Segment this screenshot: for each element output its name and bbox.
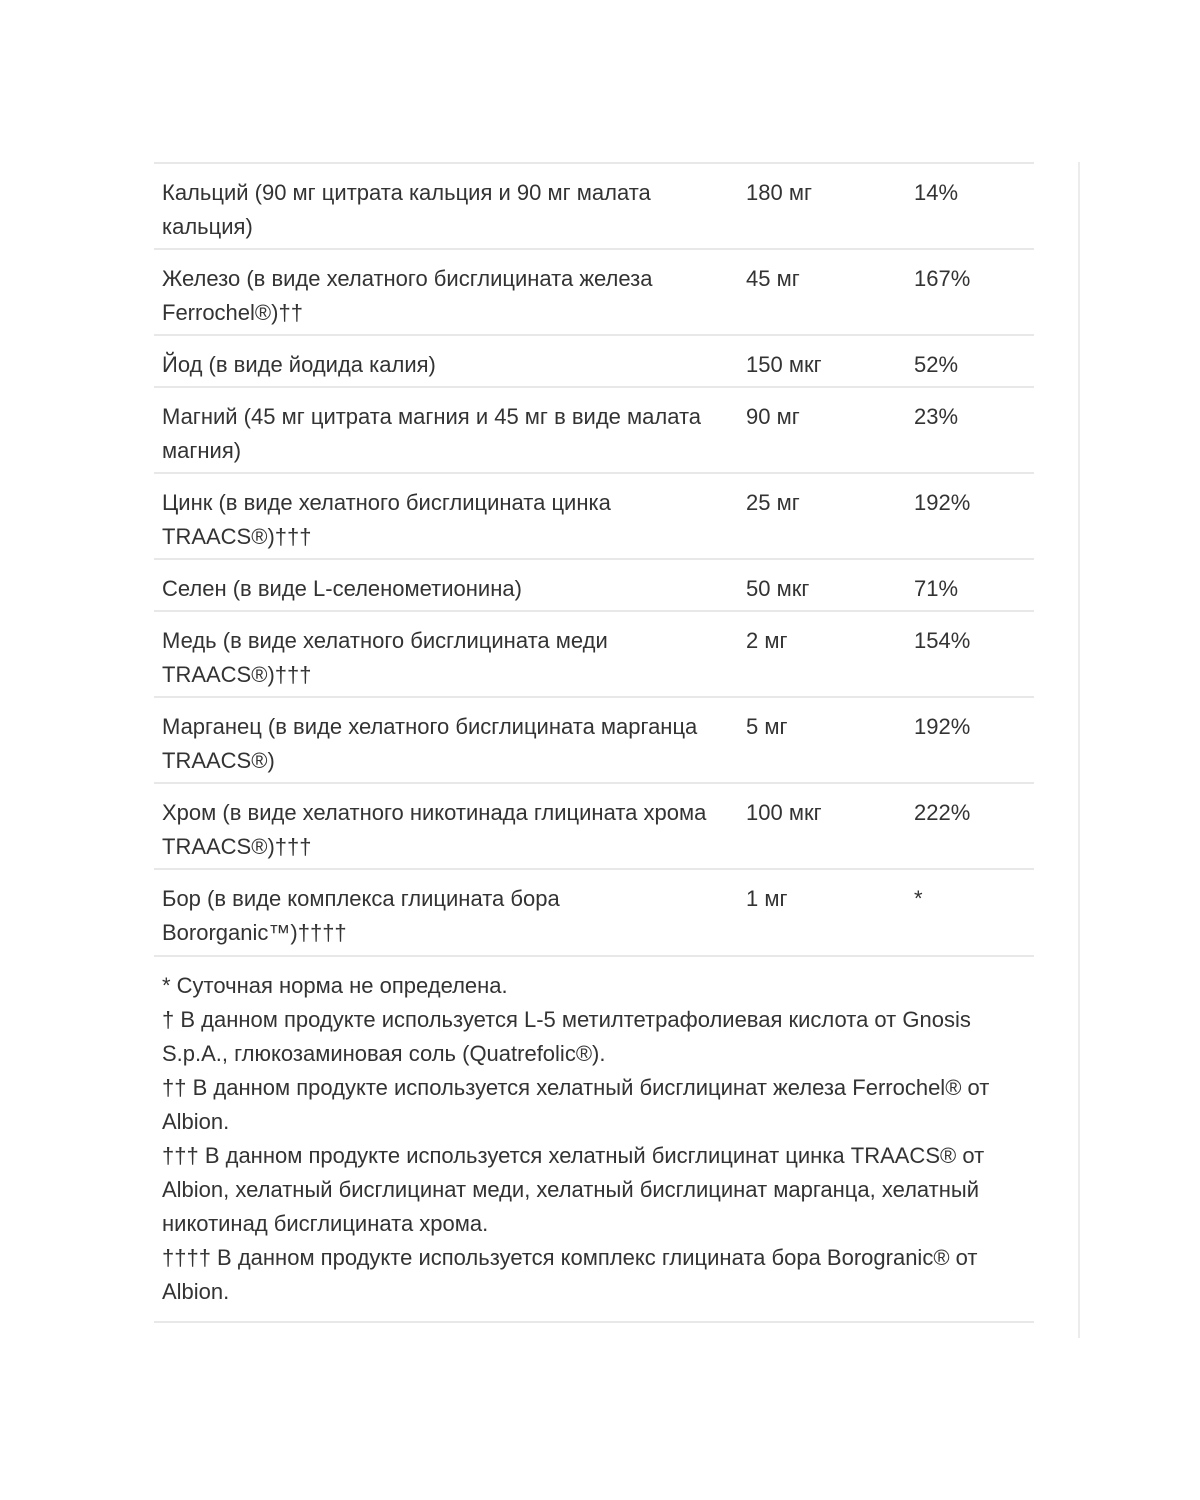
footnote: ††† В данном продукте используется хелатный бисглицинат цинка TRAACS® от Albion, хелатный бисглицинат меди, хелатный бисглицинат марганца, хелатный никотинад бисглицината хрома.	[162, 1143, 985, 1236]
footnote: * Суточная норма не определена.	[162, 973, 508, 998]
footnotes	[154, 955, 1034, 1323]
nutrient-amount: 25 мг	[746, 490, 800, 515]
daily-value-percent: 14%	[914, 180, 959, 205]
daily-value-percent: 192%	[914, 714, 971, 739]
nutrient-amount: 50 мкг	[746, 576, 810, 601]
daily-value-percent: 222%	[914, 800, 971, 825]
nutrient-amount: 5 мг	[746, 714, 788, 739]
daily-value-percent: 154%	[914, 628, 971, 653]
nutrient-amount: 180 мг	[746, 180, 812, 205]
daily-value-percent: *	[914, 886, 923, 911]
supplement-facts-panel	[154, 162, 1034, 1323]
nutrient-table	[154, 162, 1034, 955]
table-row	[154, 387, 1034, 473]
nutrient-name: Цинк (в виде хелатного бисглицината цинка TRAACS®)†††	[162, 490, 611, 549]
nutrient-amount: 45 мг	[746, 266, 800, 291]
daily-value-percent: 71%	[914, 576, 959, 601]
nutrient-name: Магний (45 мг цитрата магния и 45 мг в виде малата магния)	[162, 404, 702, 463]
table-row	[154, 697, 1034, 783]
daily-value-percent: 192%	[914, 490, 971, 515]
nutrient-amount: 90 мг	[746, 404, 800, 429]
nutrient-name: Марганец (в виде хелатного бисглицината марганца TRAACS®)	[162, 714, 698, 773]
table-row	[154, 783, 1034, 869]
nutrient-name: Кальций (90 мг цитрата кальция и 90 мг малата кальция)	[162, 180, 651, 239]
table-row	[154, 869, 1034, 955]
nutrient-amount: 150 мкг	[746, 352, 822, 377]
daily-value-percent: 23%	[914, 404, 959, 429]
table-row	[154, 249, 1034, 335]
table-row	[154, 335, 1034, 387]
nutrient-name: Хром (в виде хелатного никотинада глицината хрома TRAACS®)†††	[162, 800, 707, 859]
daily-value-percent: 167%	[914, 266, 971, 291]
nutrient-name: Железо (в виде хелатного бисглицината железа Ferrochel®)††	[162, 266, 653, 325]
table-row	[154, 611, 1034, 697]
daily-value-percent: 52%	[914, 352, 959, 377]
table-row	[154, 559, 1034, 611]
footnote: †††† В данном продукте используется комплекс глицината бора Borogranic® от Albion.	[162, 1245, 978, 1304]
table-row	[154, 163, 1034, 249]
nutrient-amount: 2 мг	[746, 628, 788, 653]
nutrient-name: Медь (в виде хелатного бисглицината меди TRAACS®)†††	[162, 628, 608, 687]
nutrient-name: Бор (в виде комплекса глицината бора Bororganic™)††††	[162, 886, 560, 945]
nutrient-amount: 100 мкг	[746, 800, 822, 825]
nutrient-amount: 1 мг	[746, 886, 788, 911]
footnote: †† В данном продукте используется хелатный бисглицинат железа Ferrochel® от Albion.	[162, 1075, 990, 1134]
nutrient-name: Селен (в виде L-селенометионина)	[162, 576, 522, 601]
table-row	[154, 473, 1034, 559]
right-divider	[1078, 162, 1080, 1338]
footnote: † В данном продукте используется L-5 метилтетрафолиевая кислота от Gnosis S.p.A., глюкозаминовая соль (Quatrefolic®).	[162, 1007, 971, 1066]
nutrient-name: Йод (в виде йодида калия)	[162, 352, 436, 377]
